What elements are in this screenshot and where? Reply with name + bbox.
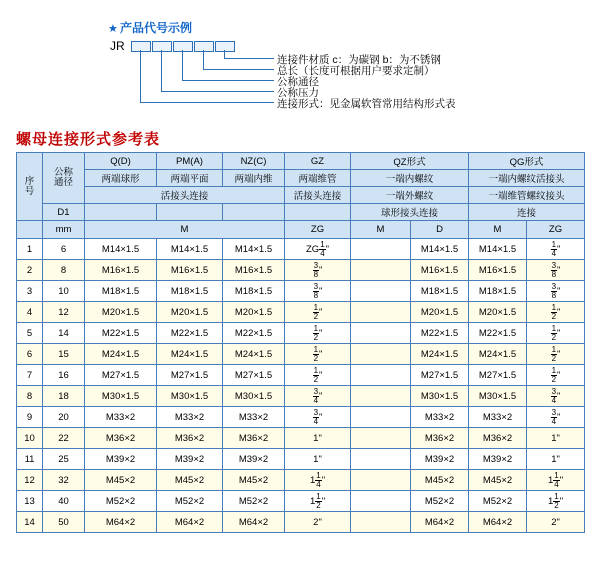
- table-row: [17, 344, 585, 365]
- table-header-row-1: [17, 153, 585, 170]
- cell-qg-m: M27×1.5: [469, 365, 527, 386]
- cell-qz-d: M18×1.5: [411, 281, 469, 302]
- cell-nzc: M18×1.5: [223, 281, 285, 302]
- table-row: [17, 512, 585, 533]
- cell-seq: 2: [17, 260, 43, 281]
- nut-connection-table: [16, 152, 585, 533]
- cell-gz: 1": [285, 449, 351, 470]
- cell-qd: M45×2: [85, 470, 157, 491]
- header-group-qg: QG形式: [469, 153, 585, 170]
- code-box-3: [173, 41, 193, 52]
- cell-nzc: M14×1.5: [223, 239, 285, 260]
- cell-qg-zg: 1 $\frac{1}{4}$ ": [527, 470, 585, 491]
- cell-qg-m: M16×1.5: [469, 260, 527, 281]
- table-header-row-4: [17, 204, 585, 221]
- cell-seq: 4: [17, 302, 43, 323]
- cell-seq: 7: [17, 365, 43, 386]
- cell-nzc: M20×1.5: [223, 302, 285, 323]
- cell-qz-d: M64×2: [411, 512, 469, 533]
- table-row: [17, 281, 585, 302]
- leader-v-3: [182, 50, 183, 80]
- cell-pma: M14×1.5: [157, 239, 223, 260]
- cell-gz: $\frac{3}{8}$ ": [285, 281, 351, 302]
- leader-h-5: [140, 102, 274, 103]
- cell-qg-zg: $\frac{3}{4}$ ": [527, 386, 585, 407]
- cell-qg-zg: $\frac{1}{2}$ ": [527, 323, 585, 344]
- cell-dn: 50: [43, 512, 85, 533]
- table-row: [17, 491, 585, 512]
- cell-qg-zg: $\frac{1}{4}$ ": [527, 239, 585, 260]
- table-row: [17, 239, 585, 260]
- cell-seq: 8: [17, 386, 43, 407]
- header-unit-d-qz: D: [411, 221, 469, 239]
- cell-qz-d: M22×1.5: [411, 323, 469, 344]
- header-ball-joint-qz: 球形接头连接: [351, 204, 469, 221]
- header-group-qd: Q(D): [85, 153, 157, 170]
- cell-dn: 32: [43, 470, 85, 491]
- header-sub-gz: 两端维管: [285, 170, 351, 187]
- cell-nzc: M24×1.5: [223, 344, 285, 365]
- cell-qz-m: [351, 428, 411, 449]
- cell-qg-zg: $\frac{3}{8}$ ": [527, 260, 585, 281]
- cell-qg-zg: 1": [527, 428, 585, 449]
- cell-nzc: M22×1.5: [223, 323, 285, 344]
- cell-qd: M33×2: [85, 407, 157, 428]
- cell-pma: M22×1.5: [157, 323, 223, 344]
- code-box-5: [215, 41, 235, 52]
- cell-dn: 12: [43, 302, 85, 323]
- code-box-4: [194, 41, 214, 52]
- cell-seq: 12: [17, 470, 43, 491]
- leader-v-4: [161, 50, 162, 91]
- cell-qz-m: [351, 302, 411, 323]
- header-unit-m-left: M: [85, 221, 285, 239]
- cell-gz: ZG $\frac{1}{4}$ ": [285, 239, 351, 260]
- header-blank-seq: [17, 221, 43, 239]
- cell-dn: 25: [43, 449, 85, 470]
- cell-dn: 8: [43, 260, 85, 281]
- cell-gz: $\frac{3}{4}$ ": [285, 386, 351, 407]
- cell-pma: M39×2: [157, 449, 223, 470]
- table-header-row-units: [17, 221, 585, 239]
- cell-qg-zg: $\frac{1}{2}$ ": [527, 302, 585, 323]
- cell-seq: 14: [17, 512, 43, 533]
- cell-qg-zg: $\frac{1}{2}$ ": [527, 365, 585, 386]
- header-sub-qg: 一端内螺纹活接头: [469, 170, 585, 187]
- cell-pma: M20×1.5: [157, 302, 223, 323]
- header-seq: 序 号: [17, 153, 43, 221]
- cell-qg-m: M45×2: [469, 470, 527, 491]
- code-box-1: [131, 41, 151, 52]
- cell-qz-d: M16×1.5: [411, 260, 469, 281]
- legend-item-connection-type: 连接形式：见金属软管常用结构形式表: [277, 98, 456, 110]
- table-row: [17, 302, 585, 323]
- cell-gz: 1 $\frac{1}{2}$ ": [285, 491, 351, 512]
- header-group-nzc: NZ(C): [223, 153, 285, 170]
- cell-seq: 10: [17, 428, 43, 449]
- cell-qz-d: M30×1.5: [411, 386, 469, 407]
- cell-qz-d: M24×1.5: [411, 344, 469, 365]
- cell-qz-d: M33×2: [411, 407, 469, 428]
- cell-qg-m: M18×1.5: [469, 281, 527, 302]
- cell-seq: 3: [17, 281, 43, 302]
- header-sub-nzc: 两端内维: [223, 170, 285, 187]
- cell-qz-m: [351, 281, 411, 302]
- header-sub-qd: 两端球形: [85, 170, 157, 187]
- cell-qd: M20×1.5: [85, 302, 157, 323]
- cell-qg-m: M36×2: [469, 428, 527, 449]
- cell-gz: $\frac{1}{2}$ ": [285, 302, 351, 323]
- table-row: [17, 407, 585, 428]
- cell-dn: 10: [43, 281, 85, 302]
- cell-qg-zg: $\frac{3}{8}$ ": [527, 281, 585, 302]
- header-union-left: 活接头连接: [85, 187, 285, 204]
- cell-qg-zg: 1": [527, 449, 585, 470]
- cell-dn: 20: [43, 407, 85, 428]
- cell-qg-zg: $\frac{3}{4}$ ": [527, 407, 585, 428]
- cell-qz-m: [351, 491, 411, 512]
- cell-seq: 1: [17, 239, 43, 260]
- table-row: [17, 365, 585, 386]
- cell-qz-m: [351, 260, 411, 281]
- leader-v-2: [203, 50, 204, 69]
- cell-qz-d: M52×2: [411, 491, 469, 512]
- cell-dn: 15: [43, 344, 85, 365]
- header-union-qg: 一端维管螺纹接头: [469, 187, 585, 204]
- cell-pma: M64×2: [157, 512, 223, 533]
- legend-item-material: 连接件材质 c：为碳钢 b：为不锈钢: [277, 54, 441, 66]
- cell-qg-m: M64×2: [469, 512, 527, 533]
- header-group-gz: GZ: [285, 153, 351, 170]
- cell-qg-m: M33×2: [469, 407, 527, 428]
- cell-pma: M52×2: [157, 491, 223, 512]
- cell-nzc: M33×2: [223, 407, 285, 428]
- header-blank-1: [85, 204, 157, 221]
- cell-seq: 6: [17, 344, 43, 365]
- cell-gz: 1 $\frac{1}{4}$ ": [285, 470, 351, 491]
- cell-qz-m: [351, 512, 411, 533]
- cell-qz-m: [351, 239, 411, 260]
- cell-seq: 13: [17, 491, 43, 512]
- cell-qg-zg: 2": [527, 512, 585, 533]
- cell-gz: $\frac{1}{2}$ ": [285, 323, 351, 344]
- header-sub-qz: 一端内螺纹: [351, 170, 469, 187]
- cell-pma: M30×1.5: [157, 386, 223, 407]
- cell-qd: M52×2: [85, 491, 157, 512]
- cell-gz: 1": [285, 428, 351, 449]
- header-unit-mm: mm: [43, 221, 85, 239]
- header-blank-4: [285, 204, 351, 221]
- header-union-gz: 活接头连接: [285, 187, 351, 204]
- cell-qd: M22×1.5: [85, 323, 157, 344]
- cell-qz-d: M20×1.5: [411, 302, 469, 323]
- leader-h-3: [182, 80, 274, 81]
- code-box-2: [152, 41, 172, 52]
- cell-qz-d: M36×2: [411, 428, 469, 449]
- header-blank-3: [223, 204, 285, 221]
- cell-qd: M16×1.5: [85, 260, 157, 281]
- cell-qg-m: M20×1.5: [469, 302, 527, 323]
- cell-qd: M30×1.5: [85, 386, 157, 407]
- header-group-qz: QZ形式: [351, 153, 469, 170]
- cell-gz: 2": [285, 512, 351, 533]
- cell-pma: M27×1.5: [157, 365, 223, 386]
- table-row: [17, 470, 585, 491]
- cell-seq: 11: [17, 449, 43, 470]
- cell-qg-zg: 1 $\frac{1}{2}$ ": [527, 491, 585, 512]
- cell-qg-m: M22×1.5: [469, 323, 527, 344]
- cell-dn: 16: [43, 365, 85, 386]
- cell-qg-zg: $\frac{1}{2}$ ": [527, 344, 585, 365]
- cell-gz: $\frac{3}{8}$ ": [285, 260, 351, 281]
- leader-v-5: [140, 50, 141, 102]
- cell-gz: $\frac{1}{2}$ ": [285, 365, 351, 386]
- code-prefix: JR: [110, 39, 125, 53]
- header-unit-zg-qg: ZG: [527, 221, 585, 239]
- table-title: 螺母连接形式参考表: [16, 131, 161, 148]
- cell-nzc: M27×1.5: [223, 365, 285, 386]
- cell-qz-m: [351, 323, 411, 344]
- cell-dn: 40: [43, 491, 85, 512]
- cell-dn: 14: [43, 323, 85, 344]
- cell-qg-m: M30×1.5: [469, 386, 527, 407]
- header-d1: D1: [43, 204, 85, 221]
- header-unit-zg-gz: ZG: [285, 221, 351, 239]
- cell-qd: M18×1.5: [85, 281, 157, 302]
- cell-qz-d: M39×2: [411, 449, 469, 470]
- cell-nzc: M45×2: [223, 470, 285, 491]
- legend-item-nominal-diameter: 公称通径: [277, 76, 319, 88]
- header-blank-2: [157, 204, 223, 221]
- table-row: [17, 428, 585, 449]
- table-header-row-2: [17, 170, 585, 187]
- header-connection-qg: 连接: [469, 204, 585, 221]
- cell-pma: M24×1.5: [157, 344, 223, 365]
- star-icon: ★: [108, 23, 118, 35]
- cell-qd: M27×1.5: [85, 365, 157, 386]
- legend-item-nominal-pressure: 公称压力: [277, 87, 319, 99]
- leader-h-4: [161, 91, 274, 92]
- cell-qd: M14×1.5: [85, 239, 157, 260]
- header-group-pma: PM(A): [157, 153, 223, 170]
- cell-nzc: M64×2: [223, 512, 285, 533]
- cell-qd: M64×2: [85, 512, 157, 533]
- leader-h-2: [203, 69, 274, 70]
- cell-nzc: M52×2: [223, 491, 285, 512]
- cell-dn: 22: [43, 428, 85, 449]
- leader-h-1: [224, 58, 274, 59]
- cell-seq: 5: [17, 323, 43, 344]
- cell-qd: M39×2: [85, 449, 157, 470]
- cell-gz: $\frac{1}{2}$ ": [285, 344, 351, 365]
- header-union-qz: 一端外螺纹: [351, 187, 469, 204]
- cell-seq: 9: [17, 407, 43, 428]
- cell-qz-d: M45×2: [411, 470, 469, 491]
- cell-gz: $\frac{3}{4}$ ": [285, 407, 351, 428]
- cell-qg-m: M14×1.5: [469, 239, 527, 260]
- table-row: [17, 323, 585, 344]
- table-header-row-3: [17, 187, 585, 204]
- cell-nzc: M39×2: [223, 449, 285, 470]
- table-row: [17, 386, 585, 407]
- legend-title: 产品代号示例: [120, 21, 193, 35]
- cell-qz-d: M14×1.5: [411, 239, 469, 260]
- cell-dn: 18: [43, 386, 85, 407]
- table-row: [17, 449, 585, 470]
- cell-nzc: M16×1.5: [223, 260, 285, 281]
- cell-qd: M24×1.5: [85, 344, 157, 365]
- table-row: [17, 260, 585, 281]
- cell-qd: M36×2: [85, 428, 157, 449]
- header-unit-m-qz: M: [351, 221, 411, 239]
- cell-qg-m: M52×2: [469, 491, 527, 512]
- cell-pma: M45×2: [157, 470, 223, 491]
- cell-qz-m: [351, 449, 411, 470]
- header-sub-pma: 两端平面: [157, 170, 223, 187]
- cell-pma: M16×1.5: [157, 260, 223, 281]
- legend-item-length: 总长（长度可根据用户要求定制）: [277, 65, 435, 77]
- cell-qg-m: M39×2: [469, 449, 527, 470]
- product-code-legend: [0, 0, 600, 122]
- cell-nzc: M30×1.5: [223, 386, 285, 407]
- cell-qz-m: [351, 386, 411, 407]
- header-unit-m-qg: M: [469, 221, 527, 239]
- cell-qz-m: [351, 344, 411, 365]
- cell-qz-d: M27×1.5: [411, 365, 469, 386]
- cell-pma: M33×2: [157, 407, 223, 428]
- header-dn: 公称 通径: [43, 153, 85, 204]
- cell-qz-m: [351, 407, 411, 428]
- cell-nzc: M36×2: [223, 428, 285, 449]
- cell-pma: M18×1.5: [157, 281, 223, 302]
- cell-qz-m: [351, 365, 411, 386]
- cell-qg-m: M24×1.5: [469, 344, 527, 365]
- cell-dn: 6: [43, 239, 85, 260]
- leader-v-1: [224, 50, 225, 58]
- cell-qz-m: [351, 470, 411, 491]
- cell-pma: M36×2: [157, 428, 223, 449]
